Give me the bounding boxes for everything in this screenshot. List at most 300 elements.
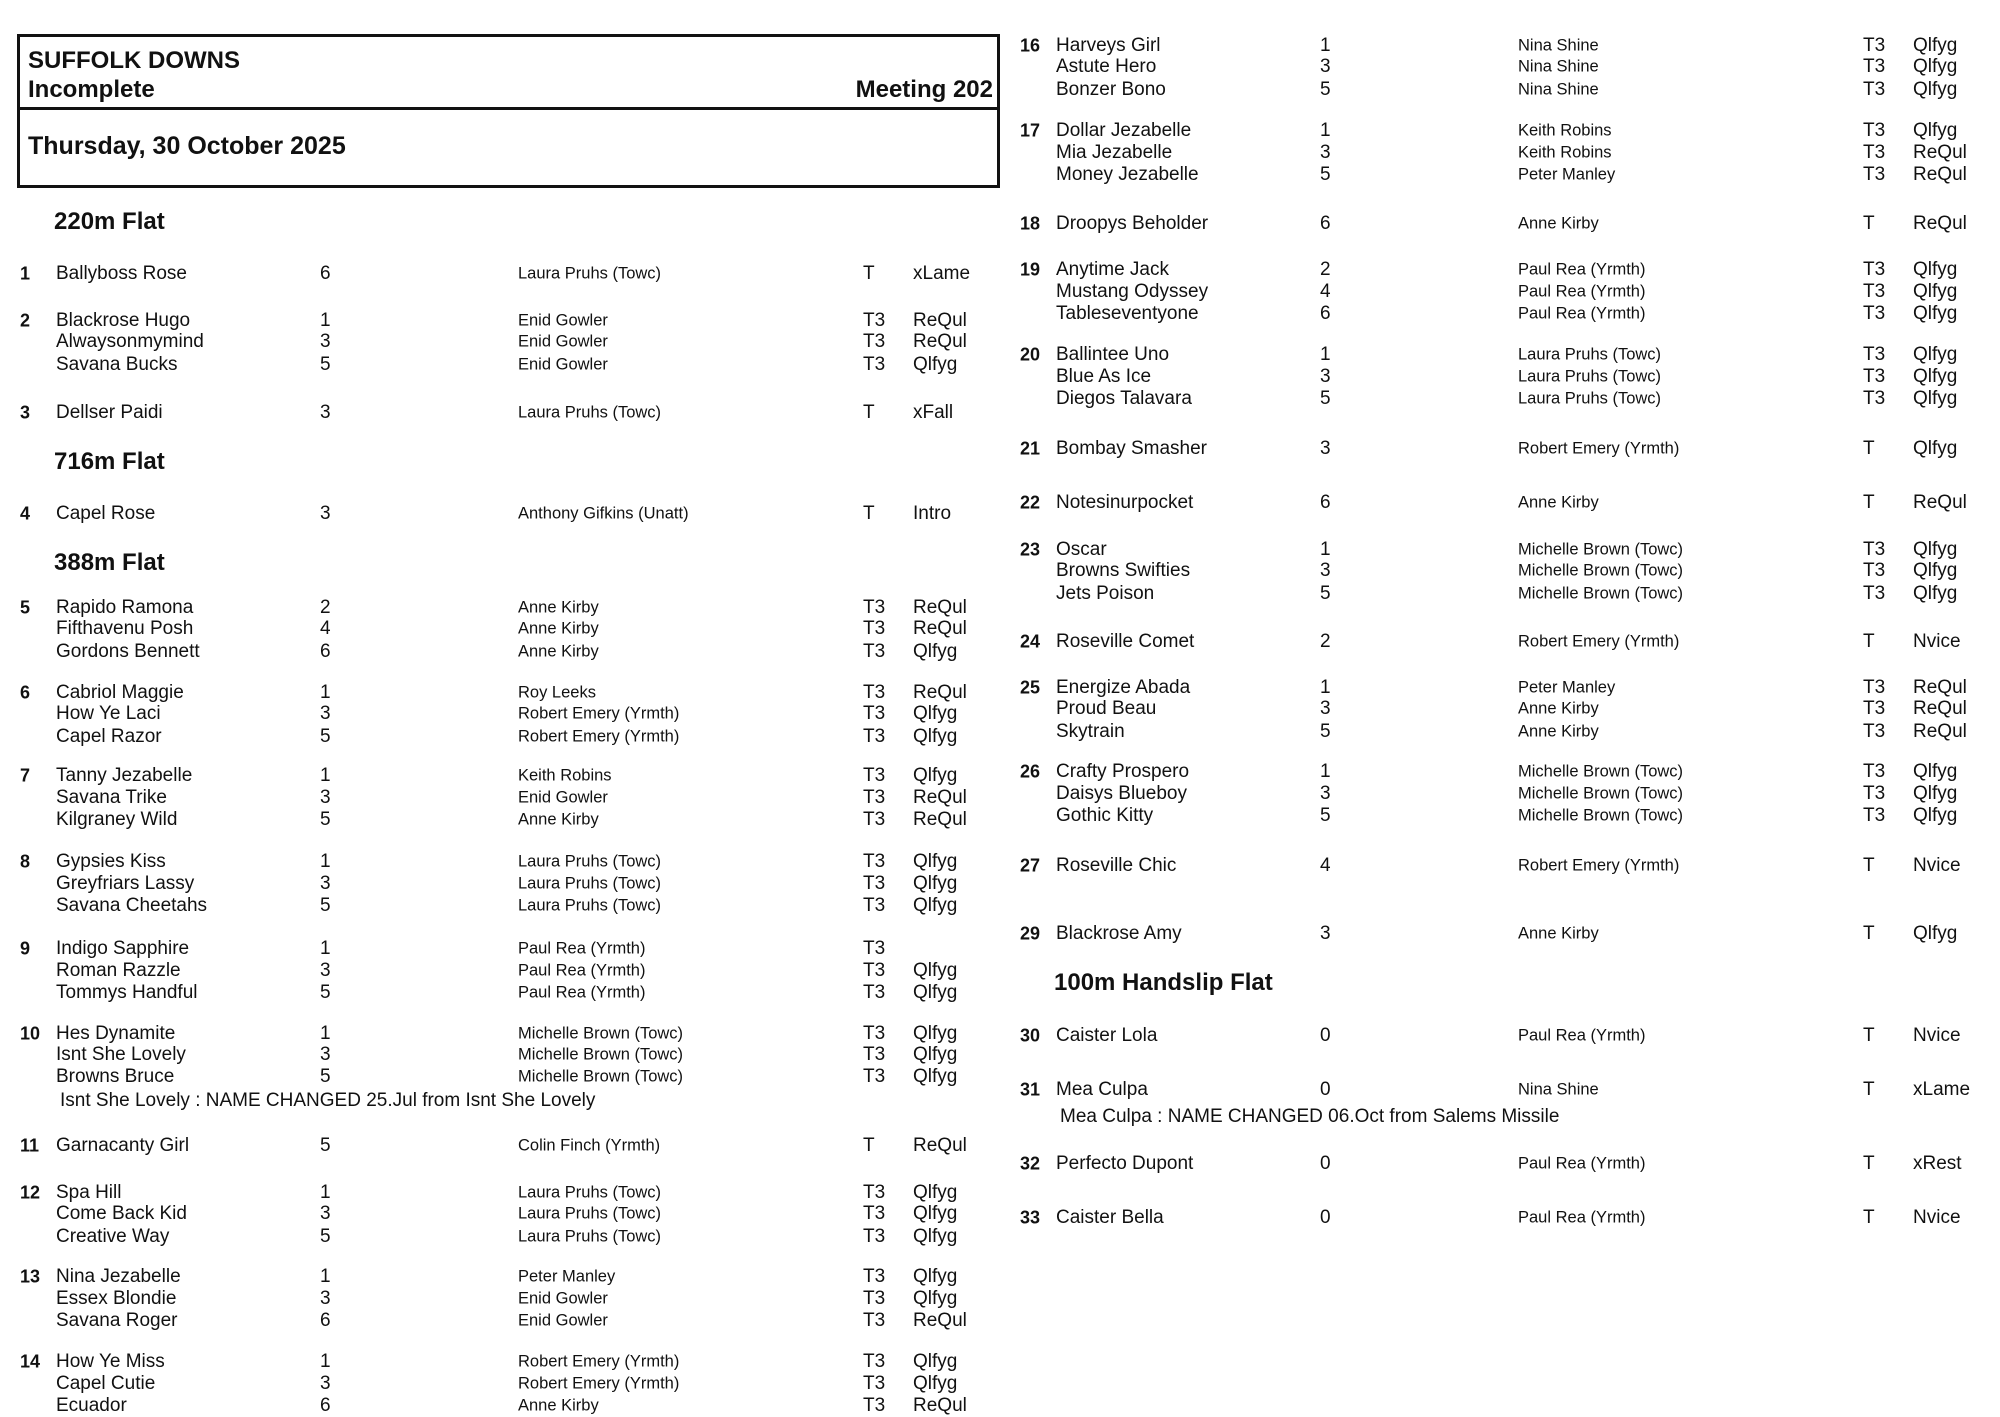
runner-name: Blackrose Hugo [56,310,191,331]
trainer-name: Peter Manley [518,1267,616,1286]
grade-code: T3 [863,1288,886,1309]
trial-status: Qlfyg [1913,388,1958,409]
trial-status: ReQul [913,1135,967,1156]
trainer-name: Anne Kirby [1518,924,1599,943]
grade-code: T3 [863,873,886,894]
grade-code: T [1863,855,1875,876]
trial-status: ReQul [913,331,967,352]
runner-name: Harveys Girl [1056,35,1161,56]
grade-code: T3 [1863,344,1886,365]
trap-number: 5 [320,726,331,747]
trap-number: 3 [320,1373,331,1394]
trial-status: Qlfyg [1913,303,1958,324]
runner-name: Tommys Handful [56,982,198,1003]
trial-status: ReQul [1913,721,1967,742]
race-number: 13 [20,1266,41,1287]
distance-section-heading: 716m Flat [54,448,165,475]
trap-number: 5 [320,809,331,830]
trial-status: Qlfyg [913,641,958,662]
trial-status: Qlfyg [1913,79,1958,100]
trainer-name: Paul Rea (Yrmth) [518,983,646,1002]
trial-status: Qlfyg [1913,923,1958,944]
trainer-name: Paul Rea (Yrmth) [518,961,646,980]
trap-number: 4 [1320,855,1331,876]
runner-name: Jets Poison [1056,583,1155,604]
runner-name: Browns Swifties [1056,560,1191,581]
trainer-name: Enid Gowler [518,788,608,807]
trainer-name: Keith Robins [1518,143,1612,162]
runner-name: Creative Way [56,1226,170,1247]
distance-section-heading: 100m Handslip Flat [1054,969,1273,996]
trainer-name: Enid Gowler [518,332,608,351]
race-number: 25 [1020,677,1041,698]
trial-status: xFall [913,402,954,423]
trap-number: 1 [320,1182,331,1203]
trial-status: Qlfyg [1913,539,1958,560]
runner-name: Savana Roger [56,1310,178,1331]
meeting-date: Thursday, 30 October 2025 [28,132,346,160]
trainer-name: Nina Shine [1518,57,1599,76]
trap-number: 0 [1320,1025,1331,1046]
trial-status: ReQul [913,597,967,618]
trainer-name: Robert Emery (Yrmth) [518,1352,680,1371]
trial-status: Qlfyg [913,895,958,916]
race-number: 18 [1020,213,1041,234]
trap-number: 3 [1320,783,1331,804]
runner-name: Garnacanty Girl [56,1135,190,1156]
trap-number: 6 [1320,213,1331,234]
grade-code: T3 [863,895,886,916]
trainer-name: Robert Emery (Yrmth) [1518,632,1680,651]
trainer-name: Robert Emery (Yrmth) [518,727,680,746]
grade-code: T3 [863,597,886,618]
trainer-name: Enid Gowler [518,1311,608,1330]
trap-number: 3 [320,1203,331,1224]
trial-status: Nvice [1913,855,1961,876]
trap-number: 5 [320,895,331,916]
grade-code: T3 [1863,303,1886,324]
trainer-name: Anne Kirby [518,1396,599,1415]
runner-name: Astute Hero [1056,56,1157,77]
trial-status: Qlfyg [1913,366,1958,387]
grade-code: T [863,503,875,524]
trial-status: Qlfyg [1913,761,1958,782]
trainer-name: Paul Rea (Yrmth) [1518,304,1646,323]
grade-code: T3 [1863,805,1886,826]
runner-name: Money Jezabelle [1056,164,1199,185]
grade-code: T3 [1863,35,1886,56]
trial-status: Nvice [1913,1025,1961,1046]
runner-name: Dollar Jezabelle [1056,120,1192,141]
grade-code: T3 [863,1226,886,1247]
grade-code: T3 [1863,388,1886,409]
race-number: 9 [20,938,31,959]
trial-status: Qlfyg [913,1373,958,1394]
grade-code: T3 [863,938,886,959]
trial-status: Qlfyg [913,1288,958,1309]
trial-status: Qlfyg [913,765,958,786]
runner-name: Alwaysonmymind [56,331,204,352]
trap-number: 5 [1320,805,1331,826]
grade-code: T [1863,1207,1875,1228]
trainer-name: Michelle Brown (Towc) [1518,561,1684,580]
race-number: 8 [20,851,31,872]
trap-number: 4 [1320,281,1331,302]
runner-name: Bombay Smasher [1056,438,1208,459]
grade-code: T3 [1863,164,1886,185]
trainer-name: Keith Robins [518,766,612,785]
race-number: 12 [20,1182,41,1203]
trap-number: 5 [320,1135,331,1156]
race-number: 22 [1020,492,1041,513]
trap-number: 3 [320,703,331,724]
trainer-name: Anthony Gifkins (Unatt) [518,504,689,523]
trap-number: 1 [1320,677,1331,698]
trap-number: 3 [1320,366,1331,387]
trial-status: Qlfyg [913,1226,958,1247]
trainer-name: Anne Kirby [1518,214,1599,233]
grade-code: T3 [863,682,886,703]
runner-name: Essex Blondie [56,1288,177,1309]
grade-code: T3 [863,809,886,830]
grade-code: T3 [1863,120,1886,141]
distance-section-heading: 220m Flat [54,208,165,235]
runner-name: Oscar [1056,539,1107,560]
trainer-name: Anne Kirby [1518,699,1599,718]
trap-number: 2 [1320,631,1331,652]
trial-status: xRest [1913,1153,1962,1174]
race-number: 16 [1020,35,1041,56]
race-number: 21 [1020,438,1041,459]
trial-status: Qlfyg [1913,783,1958,804]
grade-code: T3 [1863,366,1886,387]
grade-code: T3 [863,354,886,375]
trial-status: Qlfyg [1913,583,1958,604]
trial-status: Qlfyg [1913,120,1958,141]
grade-code: T [863,263,875,284]
runner-name: Caister Lola [1056,1025,1158,1046]
runner-name: How Ye Miss [56,1351,165,1372]
grade-code: T3 [1863,259,1886,280]
trap-number: 1 [1320,539,1331,560]
runner-name: Savana Cheetahs [56,895,208,916]
trainer-name: Keith Robins [1518,121,1612,140]
name-change-note: Mea Culpa : NAME CHANGED 06.Oct from Salems Missile [1060,1106,1560,1127]
runner-name: Tanny Jezabelle [56,765,193,786]
trap-number: 1 [1320,761,1331,782]
grade-code: T [1863,1025,1875,1046]
trial-status: Qlfyg [1913,560,1958,581]
trap-number: 6 [320,263,331,284]
grade-code: T3 [863,726,886,747]
trainer-name: Michelle Brown (Towc) [1518,540,1684,559]
trap-number: 0 [1320,1153,1331,1174]
race-number: 32 [1020,1153,1041,1174]
race-number: 10 [20,1023,41,1044]
trial-status: Qlfyg [913,726,958,747]
runner-name: Browns Bruce [56,1066,175,1087]
trainer-name: Anne Kirby [518,642,599,661]
runner-name: Anytime Jack [1056,259,1169,280]
runner-name: Savana Trike [56,787,167,808]
runner-name: Energize Abada [1056,677,1191,698]
grade-code: T3 [863,1023,886,1044]
trap-number: 1 [320,1351,331,1372]
grade-code: T3 [863,1373,886,1394]
runner-name: Gordons Bennett [56,641,200,662]
grade-code: T [1863,438,1875,459]
trainer-name: Michelle Brown (Towc) [518,1024,684,1043]
trap-number: 1 [1320,120,1331,141]
trap-number: 3 [320,503,331,524]
race-number: 30 [1020,1025,1041,1046]
grade-code: T [863,402,875,423]
trainer-name: Anne Kirby [518,598,599,617]
runner-name: Savana Bucks [56,354,178,375]
race-number: 5 [20,597,31,618]
trainer-name: Enid Gowler [518,355,608,374]
grade-code: T3 [863,1203,886,1224]
grade-code: T [1863,923,1875,944]
trial-status: Qlfyg [913,1182,958,1203]
runner-name: Capel Cutie [56,1373,156,1394]
trial-status: Nvice [1913,1207,1961,1228]
grade-code: T [1863,1079,1875,1100]
trainer-name: Robert Emery (Yrmth) [518,1374,680,1393]
runner-name: How Ye Laci [56,703,161,724]
trial-status: Qlfyg [913,1351,958,1372]
trainer-name: Paul Rea (Yrmth) [1518,282,1646,301]
trainer-name: Laura Pruhs (Towc) [1518,367,1662,386]
trial-status: Qlfyg [1913,259,1958,280]
trial-status: Qlfyg [913,1066,958,1087]
race-number: 20 [1020,344,1041,365]
grade-code: T3 [863,1066,886,1087]
trial-status: ReQul [1913,698,1967,719]
runner-name: Crafty Prospero [1056,761,1190,782]
trap-number: 5 [1320,388,1331,409]
grade-code: T3 [863,1044,886,1065]
trap-number: 5 [320,1226,331,1247]
race-number: 2 [20,310,31,331]
trial-status: Qlfyg [1913,438,1958,459]
trap-number: 1 [320,851,331,872]
runner-name: Notesinurpocket [1056,492,1194,513]
grade-code: T3 [863,851,886,872]
grade-code: T3 [863,1266,886,1287]
race-number: 4 [20,503,31,524]
race-number: 31 [1020,1079,1041,1100]
trial-status: ReQul [913,682,967,703]
trap-number: 3 [1320,142,1331,163]
grade-code: T3 [863,1182,886,1203]
trap-number: 3 [320,873,331,894]
trainer-name: Peter Manley [1518,165,1616,184]
trainer-name: Paul Rea (Yrmth) [518,939,646,958]
trial-status: ReQul [1913,142,1967,163]
trainer-name: Enid Gowler [518,1289,608,1308]
trainer-name: Anne Kirby [518,810,599,829]
trainer-name: Nina Shine [1518,1080,1599,1099]
grade-code: T3 [863,982,886,1003]
runner-name: Perfecto Dupont [1056,1153,1194,1174]
distance-section-heading: 388m Flat [54,549,165,576]
runner-name: Capel Rose [56,503,156,524]
runner-name: Caister Bella [1056,1207,1164,1228]
trainer-name: Michelle Brown (Towc) [1518,806,1684,825]
race-number: 17 [1020,120,1041,141]
trap-number: 2 [320,597,331,618]
trainer-name: Paul Rea (Yrmth) [1518,1026,1646,1045]
meeting-status: Incomplete [28,76,155,103]
grade-code: T [1863,1153,1875,1174]
runner-name: Blackrose Amy [1056,923,1182,944]
runner-name: Ballyboss Rose [56,263,187,284]
runner-name: Blue As Ice [1056,366,1152,387]
grade-code: T3 [1863,281,1886,302]
trial-status: Qlfyg [913,1266,958,1287]
trial-status: xLame [913,263,971,284]
trainer-name: Paul Rea (Yrmth) [1518,1208,1646,1227]
trap-number: 3 [320,331,331,352]
trial-status: Qlfyg [1913,344,1958,365]
trainer-name: Roy Leeks [518,683,596,702]
trap-number: 1 [320,1266,331,1287]
runner-name: Kilgraney Wild [56,809,178,830]
trainer-name: Paul Rea (Yrmth) [1518,1154,1646,1173]
runner-name: Dellser Paidi [56,402,163,423]
race-number: 14 [20,1351,41,1372]
trap-number: 0 [1320,1207,1331,1228]
runner-name: Skytrain [1056,721,1125,742]
grade-code: T3 [863,765,886,786]
runner-name: Cabriol Maggie [56,682,184,703]
trap-number: 5 [320,982,331,1003]
trial-status: ReQul [1913,492,1967,513]
runner-name: Hes Dynamite [56,1023,176,1044]
grade-code: T3 [1863,761,1886,782]
trainer-name: Peter Manley [1518,678,1616,697]
race-number: 26 [1020,761,1041,782]
trap-number: 3 [320,402,331,423]
trap-number: 5 [320,354,331,375]
trainer-name: Colin Finch (Yrmth) [518,1136,661,1155]
trainer-name: Michelle Brown (Towc) [1518,584,1684,603]
trial-status: Qlfyg [913,873,958,894]
runner-name: Isnt She Lovely [56,1044,186,1065]
trainer-name: Anne Kirby [1518,493,1599,512]
trap-number: 3 [1320,560,1331,581]
trainer-name: Laura Pruhs (Towc) [518,1183,662,1202]
trap-number: 6 [320,1310,331,1331]
trap-number: 2 [1320,259,1331,280]
trap-number: 5 [1320,583,1331,604]
grade-code: T [1863,492,1875,513]
runner-name: Rapido Ramona [56,597,194,618]
trainer-name: Paul Rea (Yrmth) [1518,260,1646,279]
header-divider [20,107,997,110]
trial-status: ReQul [1913,213,1967,234]
trainer-name: Robert Emery (Yrmth) [1518,439,1680,458]
trap-number: 6 [1320,303,1331,324]
trainer-name: Laura Pruhs (Towc) [518,852,662,871]
grade-code: T [863,1135,875,1156]
runner-name: Mea Culpa [1056,1079,1148,1100]
trap-number: 6 [320,1395,331,1416]
grade-code: T3 [863,787,886,808]
grade-code: T [1863,631,1875,652]
grade-code: T3 [863,703,886,724]
race-number: 11 [20,1135,40,1156]
grade-code: T3 [863,960,886,981]
trial-status: ReQul [1913,677,1967,698]
trial-status: Qlfyg [1913,805,1958,826]
trial-status: Qlfyg [913,982,958,1003]
trap-number: 5 [1320,721,1331,742]
race-number: 1 [20,263,31,284]
trial-status: Qlfyg [913,703,958,724]
grade-code: T3 [863,1310,886,1331]
runner-name: Fifthavenu Posh [56,618,194,639]
trap-number: 5 [1320,79,1331,100]
runner-name: Droopys Beholder [1056,213,1209,234]
trap-number: 3 [1320,698,1331,719]
race-number: 6 [20,682,31,703]
grade-code: T3 [863,1395,886,1416]
race-number: 27 [1020,855,1041,876]
trainer-name: Nina Shine [1518,36,1599,55]
trap-number: 3 [1320,438,1331,459]
trial-status: Qlfyg [913,1023,958,1044]
venue-name: SUFFOLK DOWNS [28,47,240,74]
trial-status: Intro [913,503,952,524]
meeting-header [17,34,1000,188]
runner-name: Mia Jezabelle [1056,142,1173,163]
trap-number: 1 [320,1023,331,1044]
trainer-name: Laura Pruhs (Towc) [518,874,662,893]
trainer-name: Michelle Brown (Towc) [518,1045,684,1064]
trial-status: Qlfyg [913,851,958,872]
trap-number: 3 [320,960,331,981]
grade-code: T3 [1863,142,1886,163]
runner-name: Spa Hill [56,1182,122,1203]
trainer-name: Laura Pruhs (Towc) [518,1204,662,1223]
meeting-number: Meeting 202 [855,76,993,103]
race-number: 23 [1020,539,1041,560]
grade-code: T3 [863,331,886,352]
grade-code: T3 [1863,677,1886,698]
trainer-name: Nina Shine [1518,80,1599,99]
trap-number: 1 [320,682,331,703]
runner-name: Gothic Kitty [1056,805,1154,826]
trainer-name: Michelle Brown (Towc) [1518,784,1684,803]
trap-number: 3 [1320,923,1331,944]
grade-code: T3 [1863,79,1886,100]
trial-status: xLame [1913,1079,1971,1100]
runner-name: Nina Jezabelle [56,1266,181,1287]
trap-number: 6 [320,641,331,662]
trainer-name: Laura Pruhs (Towc) [518,403,662,422]
runner-name: Indigo Sapphire [56,938,190,959]
trial-status: ReQul [913,809,967,830]
runner-name: Come Back Kid [56,1203,187,1224]
trap-number: 1 [320,938,331,959]
runner-name: Mustang Odyssey [1056,281,1209,302]
trial-status: Qlfyg [913,1044,958,1065]
trap-number: 0 [1320,1079,1331,1100]
trial-status: Qlfyg [913,354,958,375]
runner-name: Proud Beau [1056,698,1157,719]
